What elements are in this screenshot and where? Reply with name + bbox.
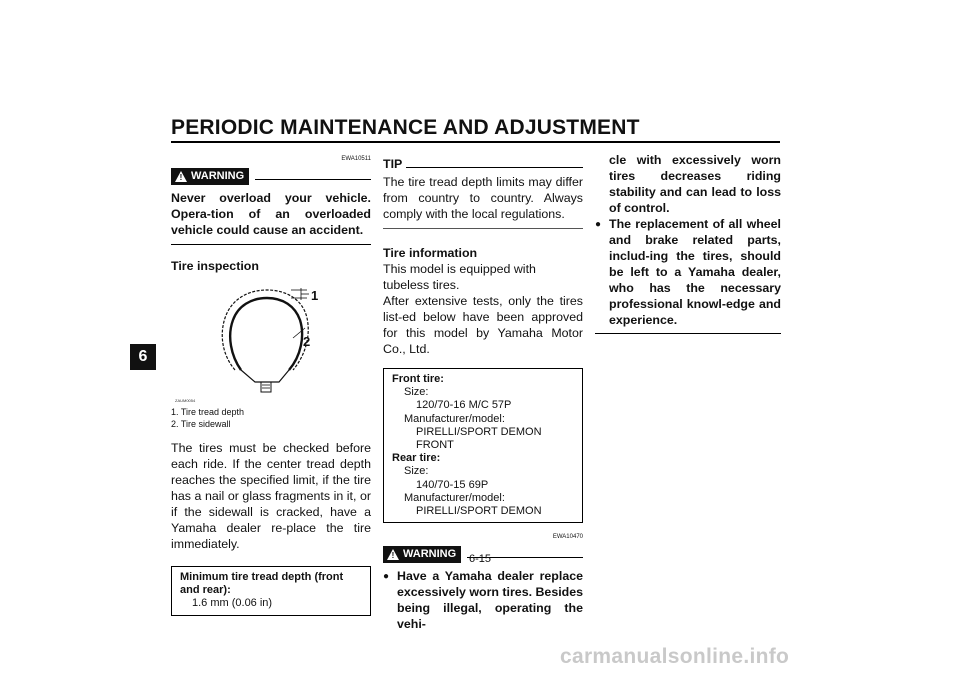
figure-callout-1: 1 xyxy=(311,288,319,303)
warning-triangle-icon: ! xyxy=(387,549,399,560)
tire-inspection-body: The tires must be checked before each ride. If the center tread depth reaches the specified limit, if the tire has a nail or glass fragments in it, or if the sidewall is cracked, have a Yamaha dealer re-place the tire immediately. xyxy=(171,441,371,551)
left-column xyxy=(171,151,371,616)
tip-label: TIP xyxy=(383,157,403,171)
rear-tire-heading: Rear tire: xyxy=(392,452,441,465)
warning-code-2: EWA10470 xyxy=(552,534,583,541)
tire-information-body-1: This model is equipped with tubeless tires. xyxy=(383,262,536,292)
warning-code: EWA10511 xyxy=(341,156,371,162)
warning-bullet-1 xyxy=(383,568,583,632)
watermark: carmanualsonline.info xyxy=(560,645,790,668)
figure-caption-1: 1. Tire tread depth xyxy=(171,407,245,417)
warning-text: Never overload your vehicle. Opera-tion of an overloaded vehicle could cause an accident. xyxy=(171,191,371,237)
page-number: 6-15 xyxy=(468,553,492,565)
rear-mfr-label: Manufacturer/model: xyxy=(404,491,505,504)
rear-size-value: 140/70-15 69P xyxy=(416,478,489,491)
front-size-value: 120/70-16 M/C 57P xyxy=(416,399,512,412)
tire-cross-section-icon xyxy=(171,278,371,406)
section-heading-tire-information: Tire information xyxy=(383,246,478,260)
title-rule xyxy=(171,141,780,143)
bullet-dot-icon: ● xyxy=(383,571,390,583)
warning-badge xyxy=(171,168,249,185)
warning-header xyxy=(171,167,371,185)
rear-mfr-value: PIRELLI/SPORT DEMON xyxy=(416,505,542,518)
tip-rule xyxy=(406,167,583,168)
page-title: PERIODIC MAINTENANCE AND ADJUSTMENT xyxy=(171,116,640,139)
tire-figure xyxy=(171,278,371,406)
tread-depth-spec-value: 1.6 mm (0.06 in) xyxy=(192,597,273,610)
tire-information-body-2: After extensive tests, only the tires list-ed below have been approved for this model by Yamaha Motor Co., Ltd. xyxy=(383,294,583,356)
rear-size-label: Size: xyxy=(404,465,429,478)
tread-depth-spec-heading: Minimum tire tread depth (front and rear): xyxy=(180,571,344,597)
warning-label: WARNING xyxy=(191,170,245,182)
right-column xyxy=(595,152,781,334)
tip-text: The tire tread depth limits may differ from country to country. Always comply with the local regulations. xyxy=(383,175,583,221)
warning-bullet-1-text: Have a Yamaha dealer replace excessively worn tires. Besides being illegal, operating the vehi- xyxy=(397,569,583,632)
warning-bullet-1-continued: cle with excessively worn tires decreases riding stability and can lead to loss of control. xyxy=(609,153,781,215)
figure-callout-2: 2 xyxy=(303,334,311,349)
warning-bullet-2 xyxy=(595,216,781,328)
warning-end-rule xyxy=(171,244,371,245)
warning-bullet-2-text: The replacement of all wheel and brake related parts, includ-ing the tires, should be left to a Yamaha dealer, who has the necessary professional knowl-edge and experience. xyxy=(609,217,781,327)
tip-end-rule xyxy=(383,228,583,229)
warning-label-2: WARNING xyxy=(403,548,457,561)
bullet-dot-icon: ● xyxy=(595,219,602,230)
front-tire-heading: Front tire: xyxy=(392,373,444,385)
figure-caption-2: 2. Tire sidewall xyxy=(171,419,231,429)
chapter-tab: 6 xyxy=(130,344,156,370)
approved-tires-spec-box xyxy=(383,368,583,523)
tread-depth-spec-box xyxy=(171,566,371,616)
figure-code: ZAUM0054 xyxy=(175,398,196,403)
warning-rule xyxy=(255,179,371,180)
tip-header xyxy=(383,156,583,172)
section-heading-tire-inspection: Tire inspection xyxy=(171,259,259,273)
warning-triangle-icon: ! xyxy=(175,171,187,182)
front-size-label: Size: xyxy=(404,386,429,399)
warning-end-rule-2 xyxy=(595,333,781,334)
front-mfr-value: PIRELLI/SPORT DEMON FRONT xyxy=(416,425,542,452)
front-mfr-label: Manufacturer/model: xyxy=(404,412,505,425)
